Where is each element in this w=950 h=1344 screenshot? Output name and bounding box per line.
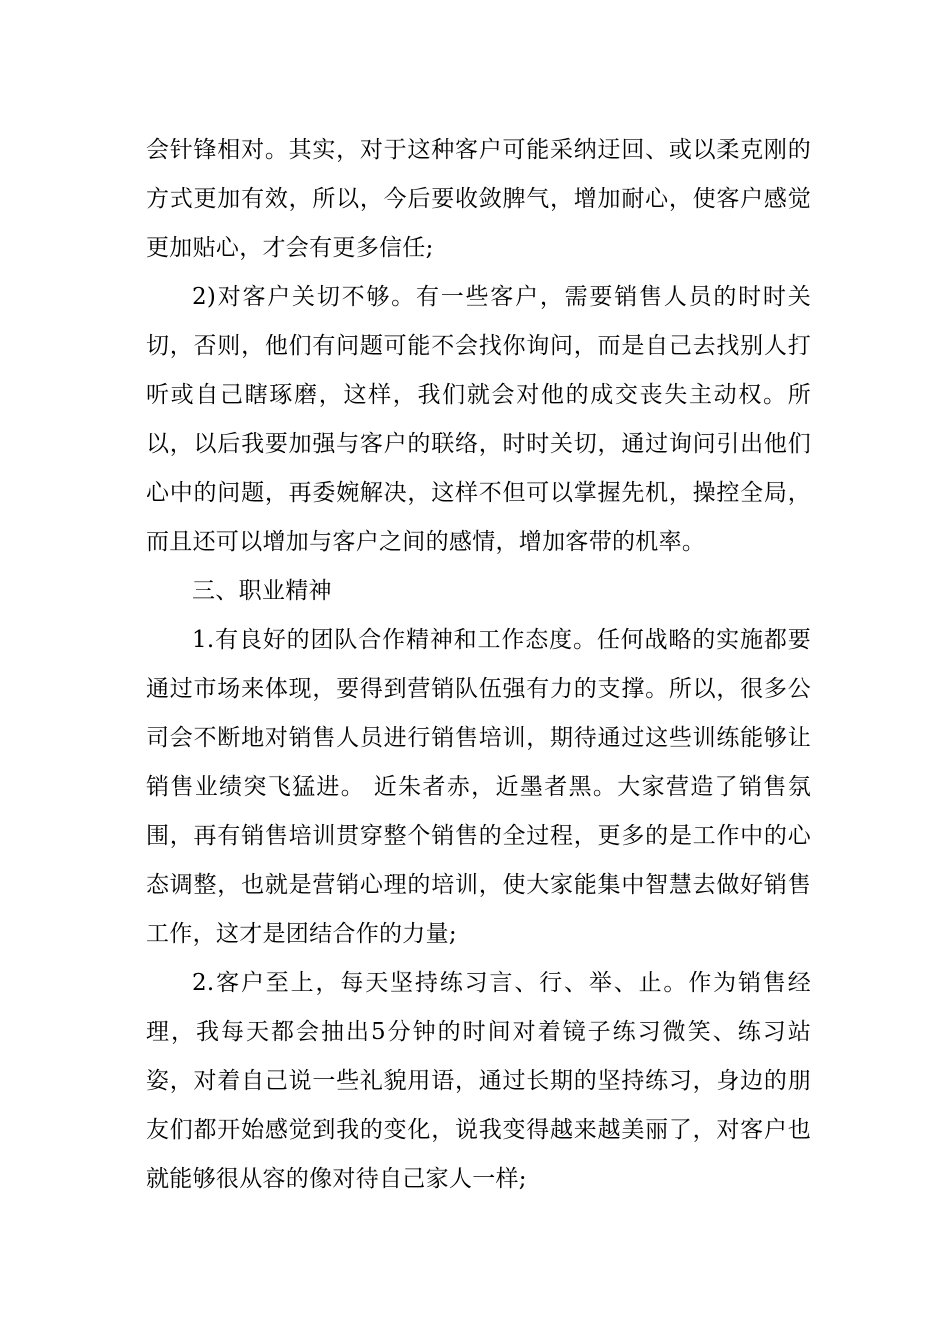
document-body [146, 126, 811, 1204]
paragraph-customer-care: 2)对客户关切不够。有一些客户，需要销售人员的时时关切，否则，他们有问题可能不会找你询问，而是自己去找别人打听或自己瞎琢磨，这样，我们就会对他的成交丧失主动权。所以，以后我要加强与客户的联络，时时关切，通过询问引出他们心中的问题，再委婉解决，这样不但可以掌握先机，操控全局，而且还可以增加与客户之间的感情，增加客带的机率。 [146, 284, 811, 555]
paragraph-teamwork: 1.有良好的团队合作精神和工作态度。任何战略的实施都要通过市场来体现，要得到营销队伍强有力的支撑。所以，很多公司会不断地对销售人员进行销售培训，期待通过这些训练能够让销售业绩突飞猛进。 近朱者赤，近墨者黑。大家营造了销售氛围，再有销售培训贯穿整个销售的全过程，更多的是工作中的心态调整，也就是营销心理的培训，使大家能集中智慧去做好销售工作，这才是团结合作的力量; [146, 627, 811, 947]
paragraph-customer-first: 2.客户至上，每天坚持练习言、行、举、止。作为销售经理，我每天都会抽出5分钟的时间对着镜子练习微笑、练习站姿，对着自己说一些礼貌用语，通过长期的坚持练习，身边的朋友们都开始感觉到我的变化，说我变得越来越美丽了，对客户也就能够很从容的像对待自己家人一样; [146, 970, 811, 1192]
section-heading-professional-spirit: 三、职业精神 [192, 578, 332, 604]
paragraph-continuation: 会针锋相对。其实，对于这种客户可能采纳迂回、或以柔克刚的方式更加有效，所以，今后要收敛脾气，增加耐心，使客户感觉更加贴心，才会有更多信任; [146, 137, 811, 261]
